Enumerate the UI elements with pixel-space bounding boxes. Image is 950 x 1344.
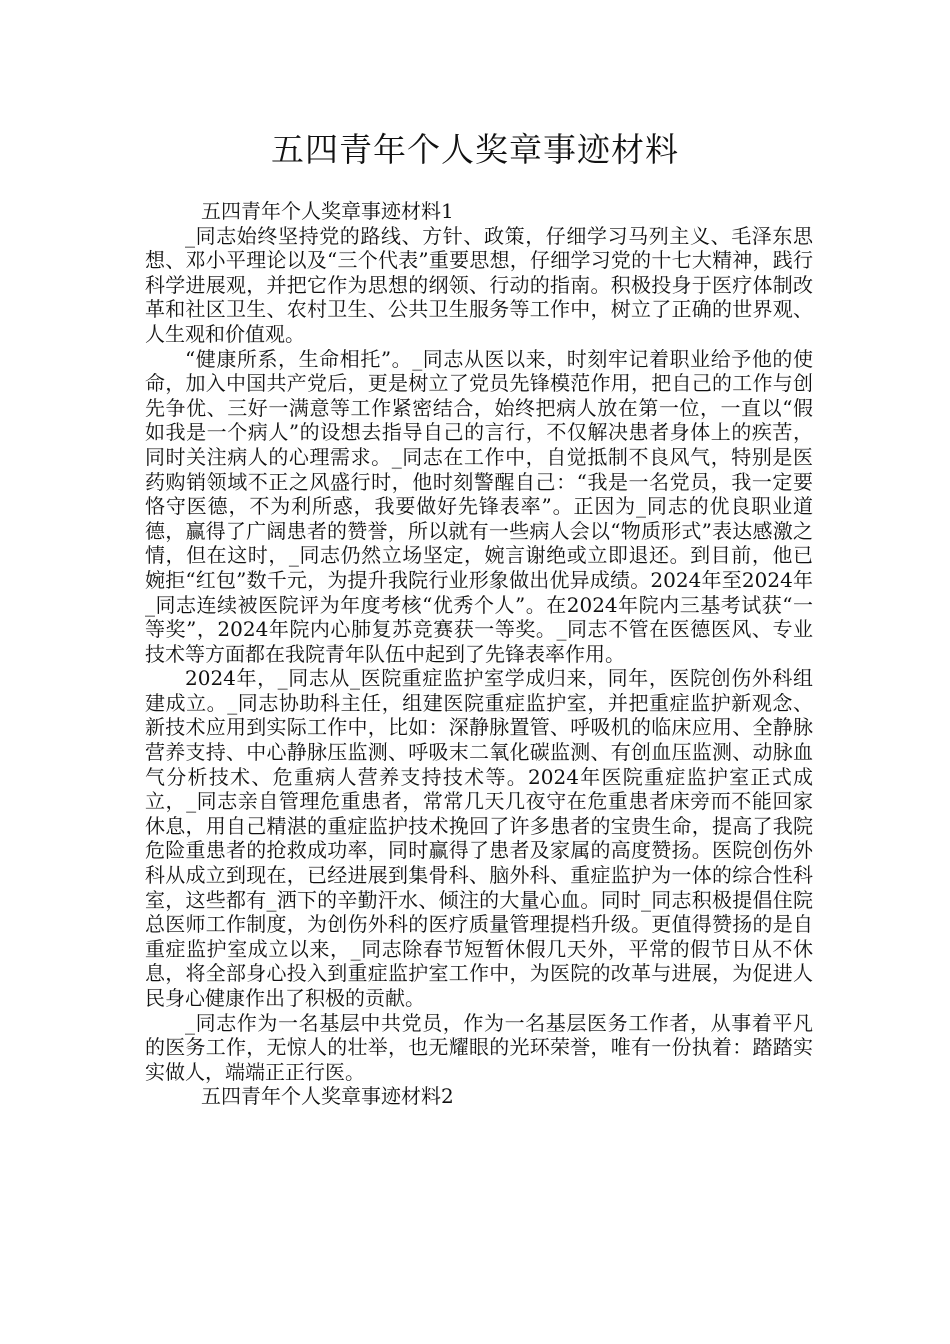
section-heading: 五四青年个人奖章事迹材料2 — [201, 1084, 454, 1109]
paragraph: _同志作为一名基层中共党员，作为一名基层医务工作者，从事着平凡的医务工作，无惊人的壮举，也无耀眼的光环荣誉，唯有一份执着：踏踏实实做人，端端正正行医。 — [145, 1010, 813, 1084]
section-heading: 五四青年个人奖章事迹材料1 — [201, 199, 454, 223]
paragraph: 2024年，_同志从_医院重症监护室学成归来，同年，医院创伤外科组建成立。_同志协助科主任，组建医院重症监护室，并把重症监护新观念、新技术应用到实际工作中，比如：深静脉置管、呼吸机的临床应用、全静脉营养支持、中心静脉压监测、呼吸末二氧化碳监测、有创血压监测、动脉血气分析技术、危重病人营养支持技术等。2024年医院重症监护室正式成立，_同志亲自管理危重患者，常常几天几夜守在危重患者床旁而不能回家休息，用自己精湛的重症监护技术挽回了许多患者的宝贵生命，提高了我院危险重患者的抢救成功率，同时赢得了患者及家属的高度赞扬。医院创伤外科从成立到现在，已经进展到集骨科、脑外科、重症监护为一体的综合性科室，这些都有_洒下的辛勤汗水、倾注的大量心血。同时_同志积极提倡住院总医师工作制度，为创伤外科的医疗质量管理提档升级。更值得赞扬的是自重症监护室成立以来，_同志除春节短暂休假几天外，平常的假节日从不休息，将全部身心投入到重症监护室工作中，为医院的改革与进展，为促进人民身心健康作出了积极的贡献。 — [145, 666, 813, 1010]
document-body — [145, 199, 813, 1109]
paragraph: “健康所系，生命相托”。_同志从医以来，时刻牢记着职业给予他的使命，加入中国共产党后，更是树立了党员先锋模范作用，把自己的工作与创先争优、三好一满意等工作紧密结合，始终把病人放在第一位，一直以“假如我是一个病人”的设想去指导自己的言行，不仅解决患者身体上的疾苦，同时关注病人的心理需求。_同志在工作中，自觉抵制不良风气，特别是医药购销领域不正之风盛行时，他时刻警醒自己：“我是一名党员，我一定要恪守医德，不为利所惑，我要做好先锋表率”。正因为_同志的优良职业道德，赢得了广阔患者的赞誉，所以就有一些病人会以“物质形式”表达感激之情，但在这时，_同志仍然立场坚定，婉言谢绝或立即退还。到目前，他已婉拒“红包”数千元，为提升我院行业形象做出优异成绩。2024年至2024年_同志连续被医院评为年度考核“优秀个人”。在2024年院内三基考试获“一等奖”，2024年院内心肺复苏竞赛获一等奖。_同志不管在医德医风、专业技术等方面都在我院青年队伍中起到了先锋表率作用。 — [145, 346, 813, 666]
document-title: 五四青年个人奖章事迹材料 — [271, 130, 679, 169]
paragraph: _同志始终坚持党的路线、方针、政策，仔细学习马列主义、毛泽东思想、邓小平理论以及“三个代表”重要思想，仔细学习党的十七大精神，践行科学进展观，并把它作为思想的纲领、行动的指南。积极投身于医疗体制改革和社区卫生、农村卫生、公共卫生服务等工作中，树立了正确的世界观、人生观和价值观。 — [145, 223, 813, 346]
